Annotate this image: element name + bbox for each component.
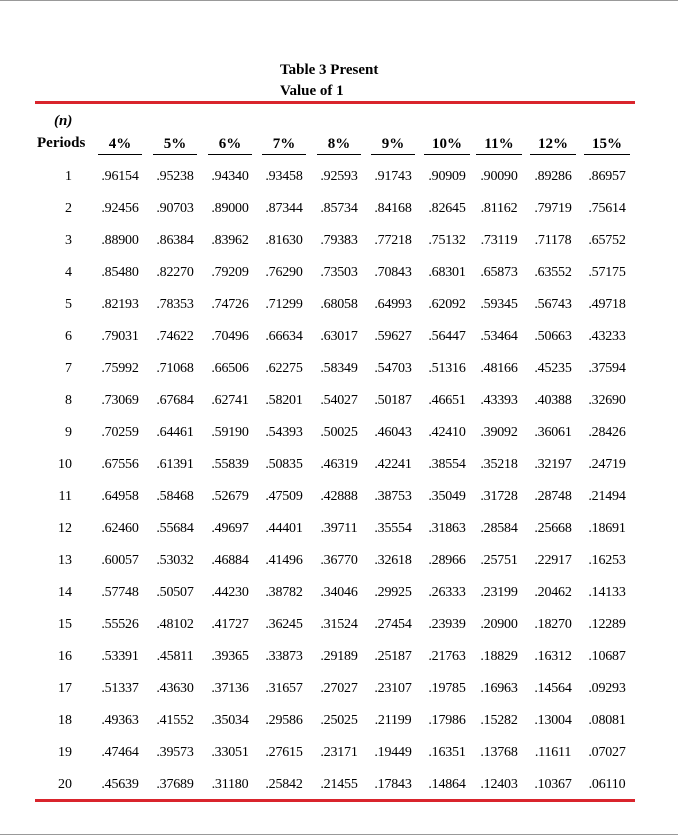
table-row <box>0 455 678 475</box>
value-cell: .84168 <box>374 201 412 216</box>
periods-column-header: Periods <box>37 135 86 151</box>
table-row <box>0 551 678 571</box>
value-cell: .82645 <box>428 201 466 216</box>
value-cell: .86957 <box>588 169 626 184</box>
value-cell: .16963 <box>480 681 518 696</box>
value-cell: .38753 <box>374 489 412 504</box>
value-cell: .34046 <box>320 585 358 600</box>
value-cell: .29925 <box>374 585 412 600</box>
value-cell: .41727 <box>211 617 249 632</box>
value-cell: .31728 <box>480 489 518 504</box>
value-cell: .43393 <box>480 393 518 408</box>
value-cell: .66506 <box>211 361 249 376</box>
value-cell: .16312 <box>534 649 572 664</box>
value-cell: .66634 <box>265 329 303 344</box>
value-cell: .90703 <box>156 201 194 216</box>
value-cell: .53032 <box>156 553 194 568</box>
value-cell: .27454 <box>374 617 412 632</box>
value-cell: .75992 <box>101 361 139 376</box>
value-cell: .28966 <box>428 553 466 568</box>
value-cell: .55839 <box>211 457 249 472</box>
value-cell: .10687 <box>588 649 626 664</box>
table-row <box>0 327 678 347</box>
value-cell: .28748 <box>534 489 572 504</box>
rate-header: 7% <box>262 135 306 155</box>
value-cell: .20900 <box>480 617 518 632</box>
value-cell: .63552 <box>534 265 572 280</box>
value-cell: .38782 <box>265 585 303 600</box>
value-cell: .75132 <box>428 233 466 248</box>
table-row <box>0 199 678 219</box>
rate-header: 5% <box>153 135 197 155</box>
table-row <box>0 263 678 283</box>
value-cell: .41496 <box>265 553 303 568</box>
value-cell: .14133 <box>588 585 626 600</box>
value-cell: .36245 <box>265 617 303 632</box>
period-cell: 1 <box>65 169 72 184</box>
value-cell: .31863 <box>428 521 466 536</box>
rate-header: 15% <box>584 135 630 155</box>
value-cell: .39711 <box>320 521 358 536</box>
value-cell: .44230 <box>211 585 249 600</box>
value-cell: .88900 <box>101 233 139 248</box>
value-cell: .06110 <box>588 777 626 792</box>
value-cell: .18691 <box>588 521 626 536</box>
value-cell: .45235 <box>534 361 572 376</box>
value-cell: .31657 <box>265 681 303 696</box>
value-cell: .45811 <box>156 649 194 664</box>
value-cell: .45639 <box>101 777 139 792</box>
value-cell: .36770 <box>320 553 358 568</box>
value-cell: .67684 <box>156 393 194 408</box>
value-cell: .25751 <box>480 553 518 568</box>
value-cell: .11611 <box>534 745 572 760</box>
value-cell: .08081 <box>588 713 626 728</box>
value-cell: .73119 <box>480 233 518 248</box>
value-cell: .21455 <box>320 777 358 792</box>
period-cell: 9 <box>65 425 72 440</box>
value-cell: .68301 <box>428 265 466 280</box>
value-cell: .51316 <box>428 361 466 376</box>
value-cell: .47464 <box>101 745 139 760</box>
value-cell: .46043 <box>374 425 412 440</box>
value-cell: .62275 <box>265 361 303 376</box>
value-cell: .19785 <box>428 681 466 696</box>
value-cell: .92593 <box>320 169 358 184</box>
value-cell: .17843 <box>374 777 412 792</box>
value-cell: .82193 <box>101 297 139 312</box>
value-cell: .37594 <box>588 361 626 376</box>
value-cell: .70496 <box>211 329 249 344</box>
value-cell: .14564 <box>534 681 572 696</box>
value-cell: .43233 <box>588 329 626 344</box>
value-cell: .32618 <box>374 553 412 568</box>
value-cell: .27027 <box>320 681 358 696</box>
value-cell: .79719 <box>534 201 572 216</box>
value-cell: .42410 <box>428 425 466 440</box>
rate-header: 8% <box>317 135 361 155</box>
value-cell: .78353 <box>156 297 194 312</box>
value-cell: .25842 <box>265 777 303 792</box>
value-cell: .31180 <box>211 777 249 792</box>
value-cell: .41552 <box>156 713 194 728</box>
table-row <box>0 519 678 539</box>
table-row <box>0 615 678 635</box>
value-cell: .50025 <box>320 425 358 440</box>
value-cell: .58349 <box>320 361 358 376</box>
n-label: (n) <box>54 113 73 129</box>
value-cell: .81630 <box>265 233 303 248</box>
period-cell: 10 <box>58 457 72 472</box>
value-cell: .90909 <box>428 169 466 184</box>
value-cell: .62092 <box>428 297 466 312</box>
value-cell: .38554 <box>428 457 466 472</box>
value-cell: .64958 <box>101 489 139 504</box>
value-cell: .25668 <box>534 521 572 536</box>
period-cell: 2 <box>65 201 72 216</box>
value-cell: .85480 <box>101 265 139 280</box>
value-cell: .56447 <box>428 329 466 344</box>
value-cell: .68058 <box>320 297 358 312</box>
value-cell: .49718 <box>588 297 626 312</box>
table-bottom-rule <box>35 799 635 802</box>
value-cell: .28584 <box>480 521 518 536</box>
value-cell: .50187 <box>374 393 412 408</box>
value-cell: .31524 <box>320 617 358 632</box>
value-cell: .44401 <box>265 521 303 536</box>
value-cell: .96154 <box>101 169 139 184</box>
value-cell: .89286 <box>534 169 572 184</box>
value-cell: .21763 <box>428 649 466 664</box>
period-cell: 4 <box>65 265 72 280</box>
rate-header: 10% <box>424 135 470 155</box>
value-cell: .35049 <box>428 489 466 504</box>
period-cell: 3 <box>65 233 72 248</box>
value-cell: .13004 <box>534 713 572 728</box>
value-cell: .12403 <box>480 777 518 792</box>
table-title <box>280 60 378 102</box>
value-cell: .46319 <box>320 457 358 472</box>
value-cell: .70843 <box>374 265 412 280</box>
table-row <box>0 295 678 315</box>
table-row <box>0 711 678 731</box>
value-cell: .46884 <box>211 553 249 568</box>
value-cell: .65873 <box>480 265 518 280</box>
value-cell: .09293 <box>588 681 626 696</box>
value-cell: .50507 <box>156 585 194 600</box>
value-cell: .90090 <box>480 169 518 184</box>
value-cell: .74726 <box>211 297 249 312</box>
value-cell: .35034 <box>211 713 249 728</box>
value-cell: .18829 <box>480 649 518 664</box>
value-cell: .75614 <box>588 201 626 216</box>
value-cell: .58201 <box>265 393 303 408</box>
value-cell: .16253 <box>588 553 626 568</box>
value-cell: .65752 <box>588 233 626 248</box>
value-cell: .33051 <box>211 745 249 760</box>
value-cell: .95238 <box>156 169 194 184</box>
table-title-line-2: Value of 1 <box>280 83 344 99</box>
value-cell: .54703 <box>374 361 412 376</box>
value-cell: .29586 <box>265 713 303 728</box>
value-cell: .73503 <box>320 265 358 280</box>
table-row <box>0 231 678 251</box>
value-cell: .52679 <box>211 489 249 504</box>
value-cell: .61391 <box>156 457 194 472</box>
table-row <box>0 391 678 411</box>
value-cell: .39365 <box>211 649 249 664</box>
value-cell: .59190 <box>211 425 249 440</box>
rate-header: 4% <box>98 135 142 155</box>
period-cell: 14 <box>58 585 72 600</box>
value-cell: .53391 <box>101 649 139 664</box>
value-cell: .24719 <box>588 457 626 472</box>
value-cell: .64993 <box>374 297 412 312</box>
period-cell: 5 <box>65 297 72 312</box>
value-cell: .51337 <box>101 681 139 696</box>
rate-header: 11% <box>476 135 522 155</box>
value-cell: .25025 <box>320 713 358 728</box>
value-cell: .77218 <box>374 233 412 248</box>
table-row <box>0 775 678 795</box>
value-cell: .70259 <box>101 425 139 440</box>
value-cell: .63017 <box>320 329 358 344</box>
value-cell: .73069 <box>101 393 139 408</box>
page-bottom-border <box>0 834 678 835</box>
value-cell: .48166 <box>480 361 518 376</box>
value-cell: .37136 <box>211 681 249 696</box>
period-cell: 15 <box>58 617 72 632</box>
value-cell: .47509 <box>265 489 303 504</box>
value-cell: .10367 <box>534 777 572 792</box>
value-cell: .86384 <box>156 233 194 248</box>
value-cell: .91743 <box>374 169 412 184</box>
value-cell: .13768 <box>480 745 518 760</box>
table-row <box>0 583 678 603</box>
value-cell: .43630 <box>156 681 194 696</box>
value-cell: .16351 <box>428 745 466 760</box>
value-cell: .39092 <box>480 425 518 440</box>
period-cell: 18 <box>58 713 72 728</box>
value-cell: .59627 <box>374 329 412 344</box>
value-cell: .79209 <box>211 265 249 280</box>
value-cell: .57748 <box>101 585 139 600</box>
value-cell: .28426 <box>588 425 626 440</box>
period-cell: 13 <box>58 553 72 568</box>
value-cell: .82270 <box>156 265 194 280</box>
value-cell: .21199 <box>374 713 412 728</box>
value-cell: .87344 <box>265 201 303 216</box>
value-cell: .23171 <box>320 745 358 760</box>
table-top-rule <box>35 101 635 104</box>
table-row <box>0 423 678 443</box>
table-row <box>0 359 678 379</box>
value-cell: .50663 <box>534 329 572 344</box>
value-cell: .94340 <box>211 169 249 184</box>
table-row <box>0 487 678 507</box>
value-cell: .35554 <box>374 521 412 536</box>
value-cell: .23107 <box>374 681 412 696</box>
value-cell: .21494 <box>588 489 626 504</box>
table-row <box>0 167 678 187</box>
value-cell: .62460 <box>101 521 139 536</box>
value-cell: .23199 <box>480 585 518 600</box>
value-cell: .74622 <box>156 329 194 344</box>
period-cell: 8 <box>65 393 72 408</box>
period-cell: 16 <box>58 649 72 664</box>
value-cell: .49697 <box>211 521 249 536</box>
value-cell: .56743 <box>534 297 572 312</box>
value-cell: .54027 <box>320 393 358 408</box>
value-cell: .71178 <box>534 233 572 248</box>
value-cell: .25187 <box>374 649 412 664</box>
value-cell: .83962 <box>211 233 249 248</box>
period-cell: 12 <box>58 521 72 536</box>
value-cell: .22917 <box>534 553 572 568</box>
value-cell: .71068 <box>156 361 194 376</box>
value-cell: .20462 <box>534 585 572 600</box>
value-cell: .39573 <box>156 745 194 760</box>
value-cell: .15282 <box>480 713 518 728</box>
value-cell: .55684 <box>156 521 194 536</box>
rate-header: 12% <box>530 135 576 155</box>
value-cell: .42241 <box>374 457 412 472</box>
value-cell: .48102 <box>156 617 194 632</box>
value-cell: .37689 <box>156 777 194 792</box>
value-cell: .79383 <box>320 233 358 248</box>
value-cell: .35218 <box>480 457 518 472</box>
table-row <box>0 743 678 763</box>
rate-header: 6% <box>208 135 252 155</box>
period-cell: 11 <box>58 489 72 504</box>
value-cell: .57175 <box>588 265 626 280</box>
value-cell: .36061 <box>534 425 572 440</box>
value-cell: .07027 <box>588 745 626 760</box>
value-cell: .33873 <box>265 649 303 664</box>
value-cell: .27615 <box>265 745 303 760</box>
value-cell: .29189 <box>320 649 358 664</box>
value-cell: .17986 <box>428 713 466 728</box>
value-cell: .42888 <box>320 489 358 504</box>
value-cell: .64461 <box>156 425 194 440</box>
value-cell: .12289 <box>588 617 626 632</box>
value-cell: .93458 <box>265 169 303 184</box>
value-cell: .81162 <box>480 201 518 216</box>
value-cell: .59345 <box>480 297 518 312</box>
value-cell: .60057 <box>101 553 139 568</box>
table-title-line-1: Table 3 Present <box>280 62 379 78</box>
table-row <box>0 679 678 699</box>
period-cell: 20 <box>58 777 72 792</box>
period-cell: 17 <box>58 681 72 696</box>
value-cell: .55526 <box>101 617 139 632</box>
value-cell: .67556 <box>101 457 139 472</box>
value-cell: .89000 <box>211 201 249 216</box>
value-cell: .71299 <box>265 297 303 312</box>
period-cell: 6 <box>65 329 72 344</box>
value-cell: .49363 <box>101 713 139 728</box>
value-cell: .14864 <box>428 777 466 792</box>
value-cell: .40388 <box>534 393 572 408</box>
value-cell: .54393 <box>265 425 303 440</box>
value-cell: .26333 <box>428 585 466 600</box>
value-cell: .79031 <box>101 329 139 344</box>
rate-header: 9% <box>371 135 415 155</box>
value-cell: .46651 <box>428 393 466 408</box>
value-cell: .50835 <box>265 457 303 472</box>
period-cell: 19 <box>58 745 72 760</box>
value-cell: .23939 <box>428 617 466 632</box>
value-cell: .32197 <box>534 457 572 472</box>
value-cell: .76290 <box>265 265 303 280</box>
table-row <box>0 647 678 667</box>
page-top-border <box>0 0 678 1</box>
period-cell: 7 <box>65 361 72 376</box>
value-cell: .53464 <box>480 329 518 344</box>
value-cell: .32690 <box>588 393 626 408</box>
value-cell: .92456 <box>101 201 139 216</box>
value-cell: .18270 <box>534 617 572 632</box>
value-cell: .19449 <box>374 745 412 760</box>
value-cell: .62741 <box>211 393 249 408</box>
value-cell: .58468 <box>156 489 194 504</box>
value-cell: .85734 <box>320 201 358 216</box>
